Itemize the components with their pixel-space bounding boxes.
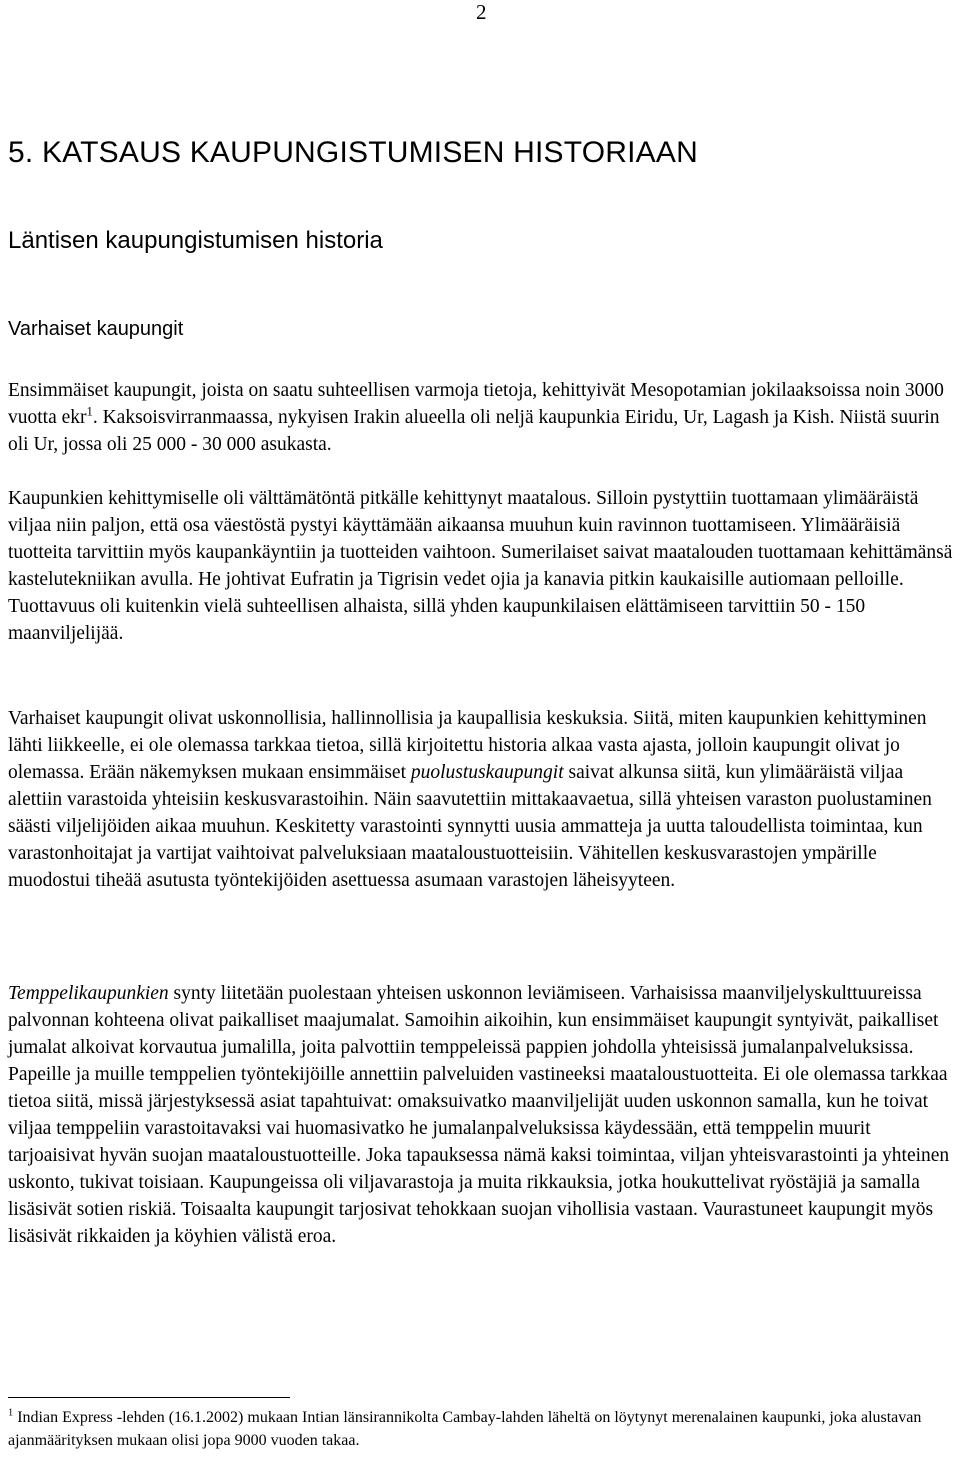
paragraph-early-cities <box>8 377 956 458</box>
section-title: Läntisen kaupungistumisen historia <box>8 227 383 254</box>
footnote-text: Indian Express -lehden (16.1.2002) mukaan Intian länsirannikolta Cambay-lahden läheltä on löytynyt merenalainen kaupunki, joka alustavan ajanmäärityksen mukaan olisi jopa 9000 vuoden takaa. <box>8 1409 922 1449</box>
footnote-divider <box>8 1397 290 1398</box>
paragraph-text: Varhaiset kaupungit olivat uskonnollisia, hallinnollisia ja kaupallisia keskuksia. Siitä, miten kaupunkien kehittyminen lähti liikkeelle, ei ole olemassa tarkkaa tietoa, sillä kirjoitettu historia alkaa vasta ajasta, jolloin kaupungit olivat jo olemassa. Erään näkemyksen mukaan ensimmäiset <box>8 708 927 783</box>
paragraph-temple-cities <box>8 980 956 1250</box>
page-number: 2 <box>476 0 487 24</box>
footnote <box>8 1406 956 1452</box>
paragraph-text: saivat alkunsa siitä, kun ylimääräistä viljaa alettiin varastoida yhteisiin keskusvarastoihin. Näin saavutettiin mittakaavaetua, sillä yhteisen varaston puolustaminen säästi viljelijöiden aikaa muuhun. Keskitetty varastointi synnytti uusia ammatteja ja uutta taloudellista toimintaa, kun varastonhoitajat ja vartijat vaihtoivat palveluksiaan maataloustuotteisiin. Vähitellen keskusvarastojen ympärille muodostui tiheää asutusta työntekijöiden asettuessa asumaan varastojen läheisyyteen. <box>8 762 932 891</box>
paragraph-agriculture: Kaupunkien kehittymiselle oli välttämätöntä pitkälle kehittynyt maatalous. Silloin pystyttiin tuottamaan ylimääräistä viljaa niin paljon, että osa väestöstä pystyi käyttämään aikaansa muuhun kuin ravinnon tuottamiseen. Ylimääräisiä tuotteita tarvittiin myös kaupankäyntiin ja tuotteiden vaihtoon. Sumerilaiset saivat maatalouden tuottamaan kehittämänsä kastelutekniikan avulla. He johtivat Eufratin ja Tigrisin vedet ojia ja kanavia pitkin kaukaisille autiomaan pelloille. Tuottavuus oli kuitenkin vielä suhteellisen alhaista, sillä yhden kaupunkilaisen elättämiseen tarvittiin 50 - 150 maanviljelijää. <box>8 488 953 644</box>
chapter-title: 5. KATSAUS KAUPUNGISTUMISEN HISTORIAAN <box>8 136 698 169</box>
italic-term: Temppelikaupunkien <box>8 983 169 1004</box>
footnote-reference: 1 <box>86 404 93 419</box>
footnote-marker: 1 <box>8 1407 14 1419</box>
italic-term: puolustuskaupungit <box>410 762 564 783</box>
paragraph-text: . Kaksoisvirranmaassa, nykyisen Irakin alueella oli neljä kaupunkia Eiridu, Ur, Lagash ja Kish. Niistä suurin oli Ur, jossa oli 25 000 - 30 000 asukasta. <box>8 407 940 455</box>
subsection-title: Varhaiset kaupungit <box>8 318 184 340</box>
paragraph-defense-cities <box>8 705 956 894</box>
paragraph-text: Ensimmäiset kaupungit, joista on saatu suhteellisen varmoja tietoja, kehittyivät Mesopotamian jokilaaksoissa noin 3000 vuotta ekr <box>8 380 944 428</box>
paragraph-text: synty liitetään puolestaan yhteisen uskonnon leviämiseen. Varhaisissa maanviljelyskulttuureissa palvonnan kohteena olivat paikalliset maajumalat. Samoihin aikoihin, kun ensimmäiset kaupungit syntyivät, paikalliset jumalat alkoivat korvautua jumalilla, joita palvottiin temppeleissä pappien johdolla yhteisissä jumalanpalveluksissa. Papeille ja muille temppelien työntekijöille annettiin palveluiden vastineeksi maataloustuotteita. Ei ole olemassa tarkkaa tietoa siitä, missä järjestyksessä asiat tapahtuivat: omaksuivatko maanviljelijät uuden uskonnon samalla, kun he toivat viljaa temppeliin varastoitavaksi vai huomasivatko he jumalanpalveluksissa käydessään, että temppelin muurit tarjoaisivat hyvän suojan maataloustuotteille. Joka tapauksessa nämä kaksi toimintaa, viljan yhteisvarastointi ja yhteinen uskonto, tukivat toisiaan. Kaupungeissa oli viljavarastoja ja muita rikkauksia, jotka houkuttelivat ryöstäjiä ja samalla lisäsivät sotien riskiä. Toisaalta kaupungit tarjosivat tehokkaan suojan vihollisia vastaan. Vaurastuneet kaupungit myös lisäsivät rikkaiden ja köyhien välistä eroa. <box>8 983 950 1247</box>
